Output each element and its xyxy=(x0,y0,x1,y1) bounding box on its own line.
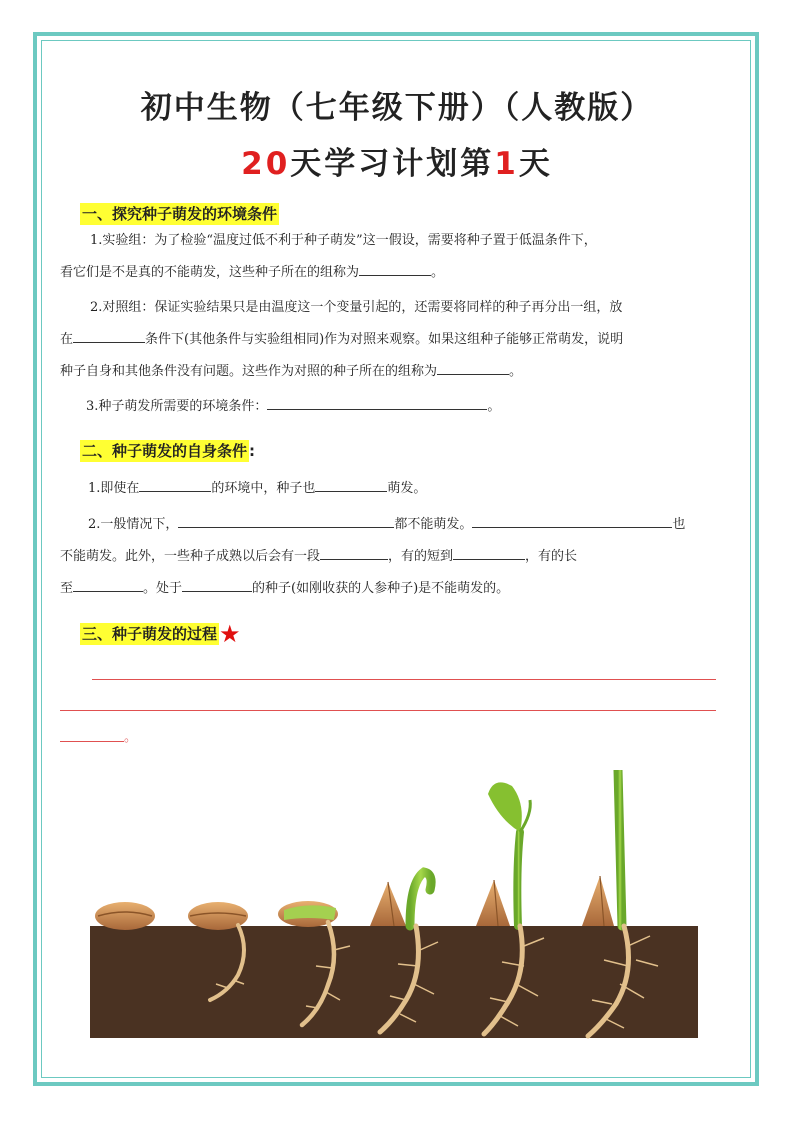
answer-blank[interactable] xyxy=(139,477,211,492)
section2-paragraph2: 2.一般情况下， 都不能萌发。 也 不能萌发。此外，一些种子成熟以后会有一段 ，有的短到 ，有的长 至 。处于 的种子(如刚收获的人参种子)是不能萌发的。 xyxy=(60,509,730,605)
answer-blank[interactable] xyxy=(437,360,509,375)
section1-heading: 一、探究种子萌发的环境条件 xyxy=(82,205,278,223)
answer-line[interactable] xyxy=(60,741,124,742)
answer-blank[interactable] xyxy=(178,513,394,528)
answer-blank[interactable] xyxy=(472,513,672,528)
answer-blank[interactable] xyxy=(453,545,525,560)
page-subtitle xyxy=(0,138,794,183)
answer-blank[interactable] xyxy=(315,477,387,492)
answer-blank[interactable] xyxy=(320,545,388,560)
page-title: 初中生物（七年级下册）（人教版） xyxy=(140,90,654,126)
answer-blank[interactable] xyxy=(267,395,487,410)
seed-stage-1 xyxy=(95,902,155,930)
answer-blank[interactable] xyxy=(73,577,143,592)
star-icon: ★ xyxy=(219,620,241,648)
section2-heading: 二、种子萌发的自身条件 : xyxy=(82,442,256,460)
section1-paragraph1: 1.实验组：为了检验“温度过低不利于种子萌发”这一假设，需要将种子置于低温条件下， 看它们是不是真的不能萌发，这些种子所在的组称为 。 xyxy=(60,233,597,280)
answer-line[interactable] xyxy=(92,679,716,680)
section3-heading: 三、种子萌发的过程★ xyxy=(82,620,241,648)
answer-line[interactable] xyxy=(60,710,716,711)
answer-end-mark: 。 xyxy=(124,730,138,745)
answer-blank[interactable] xyxy=(359,261,431,276)
answer-blank[interactable] xyxy=(182,577,252,592)
day-number: 1 xyxy=(494,146,519,182)
subtitle-mid: 天学习计划第 xyxy=(290,146,495,182)
subtitle-end: 天 xyxy=(518,146,553,182)
answer-blank[interactable] xyxy=(73,328,145,343)
seed-germination-illustration xyxy=(88,770,700,1040)
plan-days-number: 20 xyxy=(241,146,291,182)
section1-paragraph2: 2.对照组：保证实验结果只是由温度这一个变量引起的，还需要将同样的种子再分出一组，放 在 条件下(其他条件与实验组相同)作为对照来观察。如果这组种子能够正常萌发，说明 种子自身和其他条件没有问题。这些作为对照的种子所在的组称为 。 xyxy=(60,300,624,379)
section1-paragraph3: 3.种子萌发所需要的环境条件： 。 xyxy=(60,391,730,423)
section2-paragraph1: 1.即使在 的环境中，种子也 萌发。 xyxy=(60,473,730,505)
